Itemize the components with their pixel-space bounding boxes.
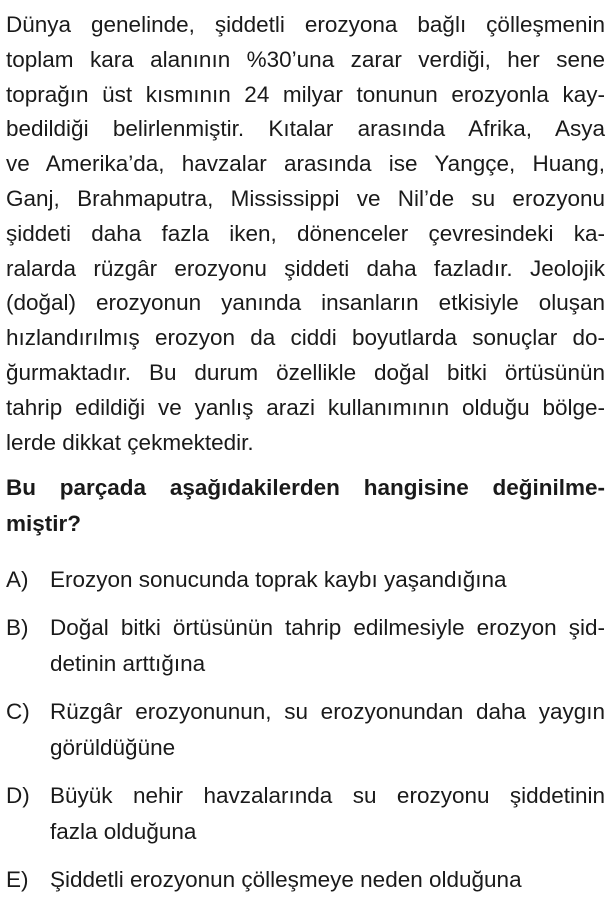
option-text: Şiddetli erozyonun çölleşmeye neden olduğuna <box>50 867 522 893</box>
option-text: detinin arttığına <box>50 651 206 677</box>
passage-line: toplam kara alanının %30’una zarar verdiği, her sene <box>6 46 605 72</box>
passage-line: (doğal) erozyonun yanında insanların etkisiyle oluşan <box>6 290 605 316</box>
passage-line: hızlandırılmış erozyon da ciddi boyutlarda sonuçlar do- <box>6 325 605 351</box>
answer-options <box>6 562 605 898</box>
passage-line: Ganj, Brahmaputra, Mississippi ve Nil’de su erozyonu <box>6 185 605 211</box>
option-text: Büyük nehir havzalarında su erozyonu şiddetinin <box>50 783 605 809</box>
passage-line: bedildiği belirlenmiştir. Kıtalar arasında Afrika, Asya <box>6 116 605 142</box>
option-text: Doğal bitki örtüsünün tahrip edilmesiyle erozyon şid- <box>50 615 605 641</box>
option-letter: B) <box>6 615 29 641</box>
question-line: miştir? <box>6 511 82 537</box>
option-text: Erozyon sonucunda toprak kaybı yaşandığına <box>50 567 507 593</box>
passage-line: toprağın üst kısmının 24 milyar tonunun erozyonla kay- <box>6 81 605 107</box>
passage-line: lerde dikkat çekmektedir. <box>6 429 254 455</box>
option-d[interactable] <box>6 778 605 850</box>
option-text: görüldüğüne <box>50 735 176 761</box>
option-letter: C) <box>6 699 30 725</box>
question-stem <box>6 470 605 542</box>
option-a[interactable] <box>6 562 605 598</box>
passage-line: Dünya genelinde, şiddetli erozyona bağlı çölleşmenin <box>6 12 605 37</box>
reading-passage <box>6 8 605 460</box>
option-text: Rüzgâr erozyonunun, su erozyonundan daha yaygın <box>50 699 605 725</box>
option-e[interactable] <box>6 862 605 898</box>
option-text: fazla olduğuna <box>50 819 197 845</box>
passage-line: tahrip edildiği ve yanlış arazi kullanımının olduğu bölge- <box>6 394 605 420</box>
option-b[interactable] <box>6 610 605 682</box>
passage-line: ralarda rüzgâr erozyonu şiddeti daha fazladır. Jeolojik <box>6 255 605 281</box>
passage-line: ve Amerika’da, havzalar arasında ise Yangçe, Huang, <box>6 151 605 177</box>
option-c[interactable] <box>6 694 605 766</box>
question-line: Bu parçada aşağıdakilerden hangisine değinilme- <box>6 475 605 501</box>
option-letter: E) <box>6 867 29 893</box>
passage-line: şiddeti daha fazla iken, dönenceler çevresindeki ka- <box>6 220 605 246</box>
option-letter: A) <box>6 567 29 593</box>
passage-line: ğurmaktadır. Bu durum özellikle doğal bitki örtüsünün <box>6 359 605 385</box>
option-letter: D) <box>6 783 30 809</box>
